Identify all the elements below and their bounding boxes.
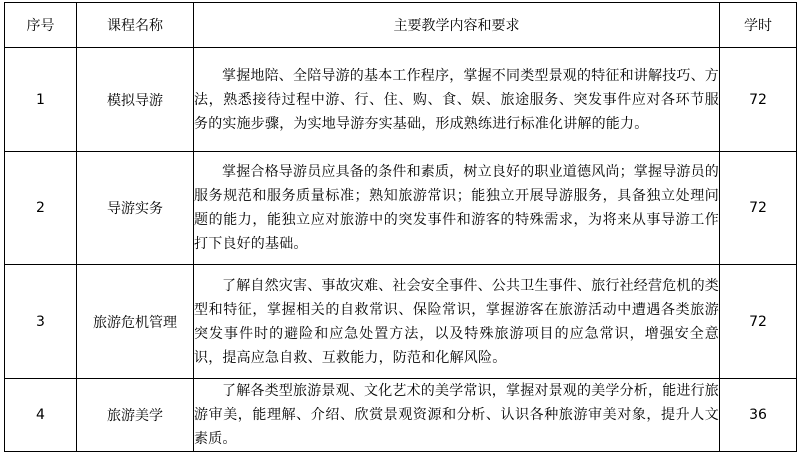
- header-course-name: 课程名称: [77, 3, 194, 48]
- cell-no: 2: [5, 152, 77, 265]
- cell-no: 1: [5, 48, 77, 152]
- cell-content: 了解各类型旅游景观、文化艺术的美学常识，掌握对景观的美学分析，能进行旅游审美，能理解、介绍、欣赏景观资源和分析、认识各种旅游审美对象，提升人文素质。: [194, 379, 720, 452]
- cell-no: 3: [5, 265, 77, 379]
- cell-course-name: 旅游美学: [77, 379, 194, 452]
- table-row: [5, 152, 797, 265]
- table-row: [5, 379, 797, 452]
- cell-hours: 72: [720, 48, 797, 152]
- cell-content: 掌握合格导游员应具备的条件和素质，树立良好的职业道德风尚；掌握导游员的服务规范和服务质量标准；熟知旅游常识；能独立开展导游服务，具备独立处理问题的能力，能独立应对旅游中的突发事件和游客的特殊需求，为将来从事导游工作打下良好的基础。: [194, 152, 720, 265]
- cell-course-name: 旅游危机管理: [77, 265, 194, 379]
- table-row: [5, 265, 797, 379]
- header-no: 序号: [5, 3, 77, 48]
- cell-hours: 72: [720, 152, 797, 265]
- cell-course-name: 模拟导游: [77, 48, 194, 152]
- header-hours: 学时: [720, 3, 797, 48]
- cell-hours: 36: [720, 379, 797, 452]
- cell-content: 了解自然灾害、事故灾难、社会安全事件、公共卫生事件、旅行社经营危机的类型和特征，掌握相关的自救常识、保险常识，掌握游客在旅游活动中遭遇各类旅游突发事件时的避险和应急处置方法，以及特殊旅游项目的应急常识，增强安全意识，提高应急自救、互救能力，防范和化解风险。: [194, 265, 720, 379]
- cell-course-name: 导游实务: [77, 152, 194, 265]
- cell-hours: 72: [720, 265, 797, 379]
- cell-content: 掌握地陪、全陪导游的基本工作程序，掌握不同类型景观的特征和讲解技巧、方法，熟悉接待过程中游、行、住、购、食、娱、旅途服务、突发事件应对各环节服务的实施步骤，为实地导游夯实基础，形成熟练进行标准化讲解的能力。: [194, 48, 720, 152]
- course-table: [4, 2, 797, 452]
- header-row: [5, 3, 797, 48]
- header-content: 主要教学内容和要求: [194, 3, 720, 48]
- cell-no: 4: [5, 379, 77, 452]
- table-row: [5, 48, 797, 152]
